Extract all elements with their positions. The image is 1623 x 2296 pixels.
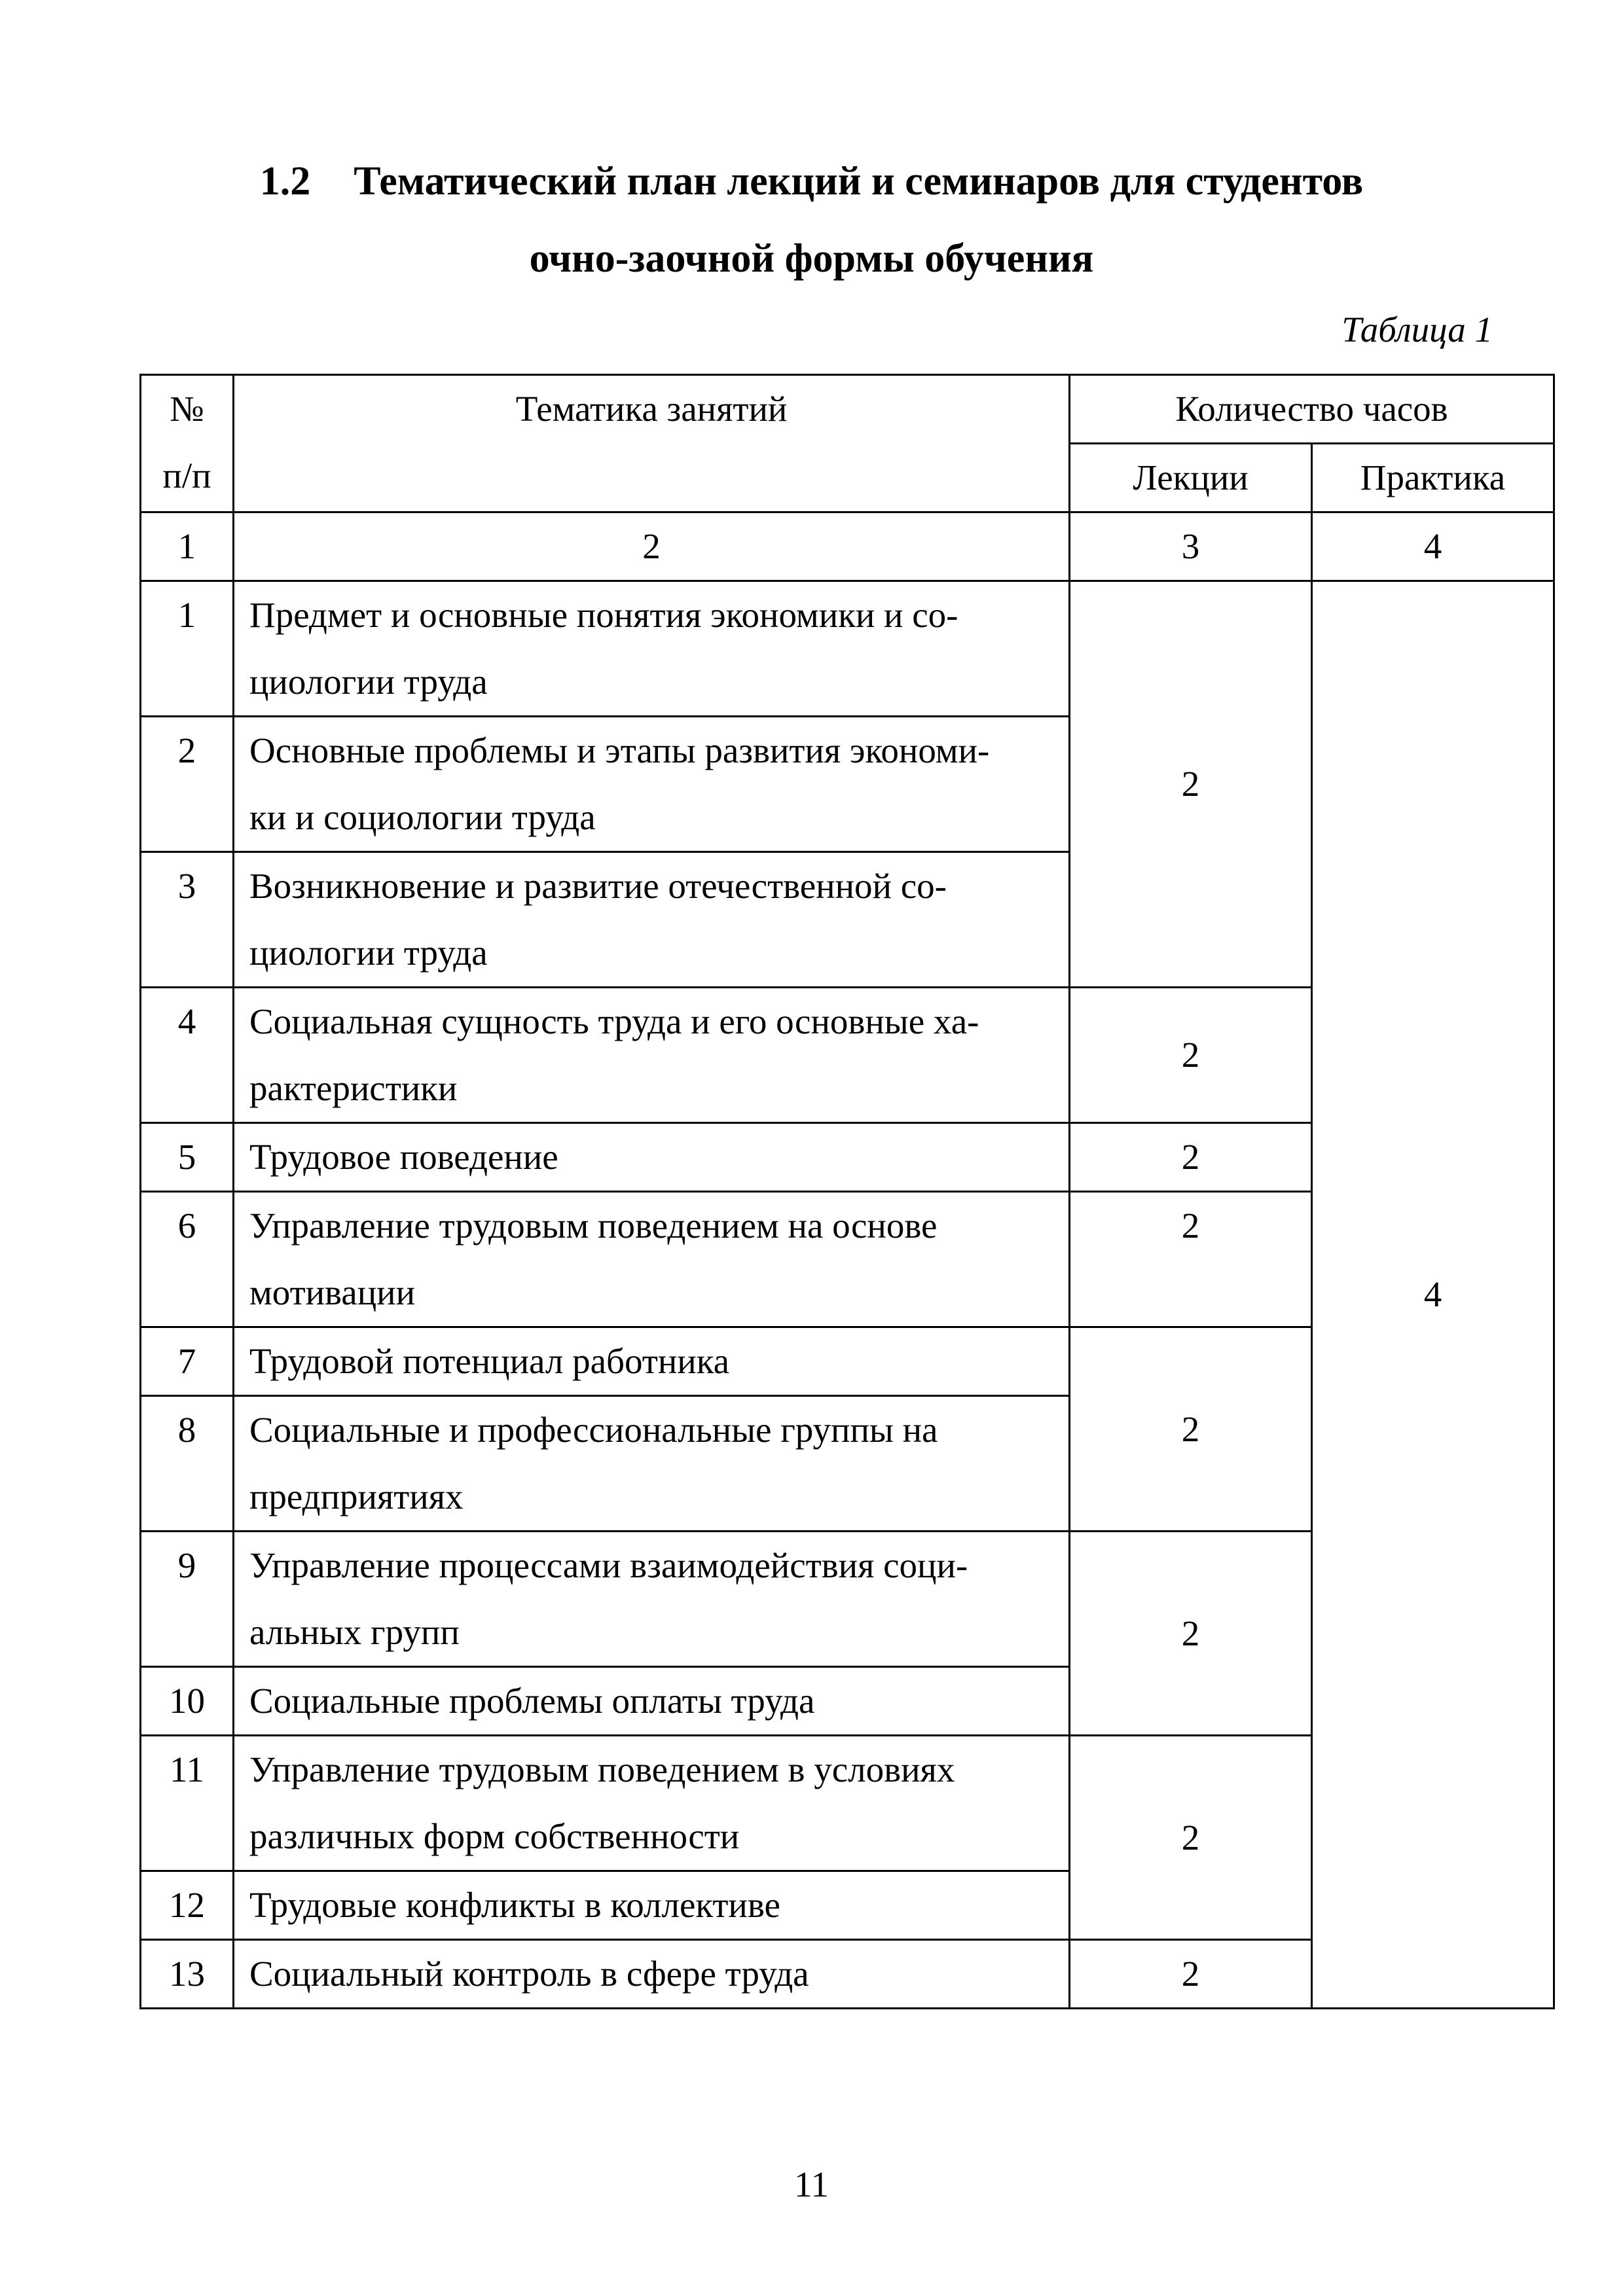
lecture-hours-cell: 2: [1070, 1192, 1312, 1327]
row-topic: [234, 852, 1070, 988]
practice-hours-cell: 4: [1312, 581, 1554, 2009]
row-number: 2: [141, 717, 234, 852]
row-topic-line2: мотивации: [249, 1272, 416, 1312]
row-topic-line1: Социальные проблемы оплаты труда: [249, 1681, 815, 1721]
row-number: 6: [141, 1192, 234, 1327]
column-number: 2: [234, 512, 1070, 581]
lecture-hours-cell: 2: [1070, 1123, 1312, 1192]
row-topic: [234, 1396, 1070, 1532]
row-topic-line1: Трудовой потенциал работника: [249, 1341, 729, 1381]
column-number: 1: [141, 512, 234, 581]
row-topic-line1: Предмет и основные понятия экономики и со-: [249, 595, 958, 635]
row-topic: [234, 1940, 1070, 2009]
table-caption: Таблица 1: [1341, 310, 1493, 350]
row-topic: [234, 1192, 1070, 1327]
column-number: 4: [1312, 512, 1554, 581]
lecture-hours-cell: 2: [1070, 1327, 1312, 1532]
row-topic: [234, 1532, 1070, 1667]
row-topic-line2: альных групп: [249, 1612, 460, 1652]
row-topic-line1: Управление процессами взаимодействия соци-: [249, 1545, 968, 1585]
row-topic-line1: Трудовые конфликты в коллективе: [249, 1885, 780, 1925]
row-topic-line1: Социальная сущность труда и его основные ха-: [249, 1001, 979, 1041]
header-number-cell: [141, 375, 234, 512]
thematic-plan-table: [139, 374, 1555, 2009]
row-topic-line2: циологии труда: [249, 662, 488, 702]
header-number-sign: №: [170, 389, 204, 429]
row-topic-line2: различных форм собственности: [249, 1816, 740, 1856]
row-topic-line1: Управление трудовым поведением в условиях: [249, 1749, 955, 1789]
row-number: 3: [141, 852, 234, 988]
row-topic-line2: рактеристики: [249, 1068, 458, 1108]
table-row: [141, 581, 1554, 717]
row-topic-line1: Основные проблемы и этапы развития экономи-: [249, 730, 990, 770]
row-number: 8: [141, 1396, 234, 1532]
header-hours-cell: Количество часов: [1070, 375, 1554, 444]
column-number: 3: [1070, 512, 1312, 581]
header-row-1: [141, 375, 1554, 444]
header-lectures-cell: Лекции: [1070, 444, 1312, 512]
row-number: 12: [141, 1871, 234, 1940]
lecture-hours-cell: 2: [1070, 581, 1312, 988]
row-number: 13: [141, 1940, 234, 2009]
row-topic: [234, 1871, 1070, 1940]
row-topic-line1: Возникновение и развитие отечественной со-: [249, 866, 947, 906]
row-number: 5: [141, 1123, 234, 1192]
header-topic-cell: Тематика занятий: [234, 375, 1070, 512]
row-topic-line2: циологии труда: [249, 933, 488, 973]
section-title-line2: очно-заочной формы обучения: [529, 236, 1094, 281]
section-heading-line1: [0, 161, 1623, 202]
section-number: 1.2: [259, 159, 311, 204]
section-title-line1: Тематический план лекций и семинаров для студентов: [354, 159, 1364, 204]
row-number: 9: [141, 1532, 234, 1667]
page-number: 11: [794, 2164, 829, 2204]
row-topic: [234, 1736, 1070, 1871]
row-number: 1: [141, 581, 234, 717]
row-number: 10: [141, 1667, 234, 1736]
lecture-hours-cell: 2: [1070, 1532, 1312, 1736]
row-number: 7: [141, 1327, 234, 1396]
row-topic-line2: ки и социологии труда: [249, 797, 596, 837]
column-numbers-row: [141, 512, 1554, 581]
row-topic-line2: предприятиях: [249, 1477, 464, 1516]
row-number: 4: [141, 988, 234, 1123]
row-topic-line1: Социальные и профессиональные группы на: [249, 1410, 938, 1450]
lecture-hours-cell: 2: [1070, 988, 1312, 1123]
header-number-pp: п/п: [162, 456, 211, 495]
lecture-hours-cell: 2: [1070, 1736, 1312, 1940]
row-topic: [234, 988, 1070, 1123]
header-practice-cell: Практика: [1312, 444, 1554, 512]
lecture-hours-cell: 2: [1070, 1940, 1312, 2009]
row-topic: [234, 1667, 1070, 1736]
row-topic: [234, 717, 1070, 852]
row-topic-line1: Управление трудовым поведением на основе: [249, 1206, 938, 1246]
row-topic-line1: Социальный контроль в сфере труда: [249, 1954, 809, 1994]
row-topic: [234, 1123, 1070, 1192]
row-topic-line1: Трудовое поведение: [249, 1137, 558, 1177]
row-number: 11: [141, 1736, 234, 1871]
row-topic: [234, 1327, 1070, 1396]
row-topic: [234, 581, 1070, 717]
